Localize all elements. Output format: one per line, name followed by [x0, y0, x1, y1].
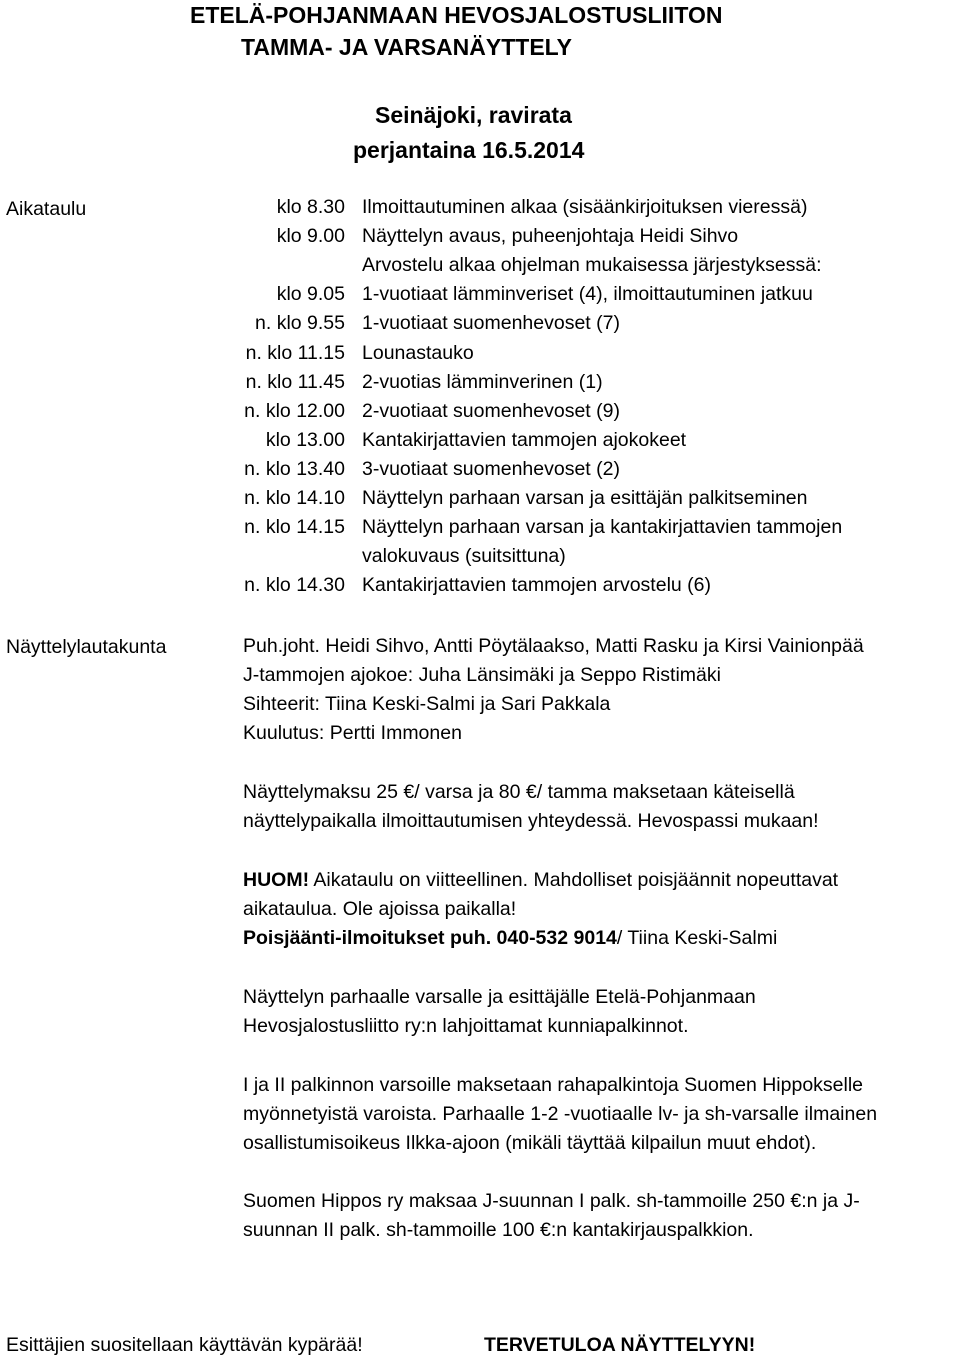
cancel-line	[243, 924, 777, 952]
helmet-recommendation: Esittäjien suositellaan käyttävän kypärää!	[6, 1334, 363, 1356]
notice-line-1	[243, 866, 838, 894]
fee-line-2: näyttelypaikalla ilmoittautumisen yhteydessä. Hevospassi mukaan!	[243, 810, 819, 832]
prize3-line-2: suunnan II palk. sh-tammoille 100 €:n kantakirjauspalkkion.	[243, 1219, 754, 1241]
schedule-time: n. klo 9.55	[255, 312, 345, 334]
prize1-line-2: Hevosjalostusliitto ry:n lahjoittamat kunniapalkinnot.	[243, 1015, 689, 1037]
prize3-line-1: Suomen Hippos ry maksaa J-suunnan I palk. sh-tammoille 250 €:n ja J-	[243, 1190, 860, 1212]
schedule-time: n. klo 11.15	[245, 342, 345, 364]
prize2-line-3: osallistumisoikeus Ilkka-ajoon (mikäli täyttää kilpailun muut ehdot).	[243, 1132, 817, 1154]
prize2-line-2: myönnetyistä varoista. Parhaalle 1-2 -vuotiaalle lv- ja sh-varsalle ilmainen	[243, 1103, 878, 1125]
schedule-description: 1-vuotiaat lämminveriset (4), ilmoittautuminen jatkuu	[362, 283, 813, 305]
schedule-description: Ilmoittautuminen alkaa (sisäänkirjoituksen vieressä)	[362, 196, 808, 218]
schedule-description: Näyttelyn parhaan varsan ja esittäjän palkitseminen	[362, 487, 808, 509]
schedule-time: klo 9.05	[276, 283, 345, 305]
committee-driving-test: J-tammojen ajokoe: Juha Länsimäki ja Seppo Ristimäki	[243, 664, 721, 686]
prize2-line-1: I ja II palkinnon varsoille maksetaan rahapalkintoja Suomen Hippokselle	[243, 1074, 864, 1096]
schedule-time: klo 13.00	[265, 429, 345, 451]
schedule-time: n. klo 11.45	[245, 371, 345, 393]
schedule-time: n. klo 14.15	[244, 516, 345, 538]
title-line-2: TAMMA- JA VARSANÄYTTELY	[241, 34, 572, 60]
event-date: perjantaina 16.5.2014	[353, 137, 585, 163]
schedule-time: n. klo 13.40	[244, 458, 345, 480]
committee-label: Näyttelylautakunta	[6, 636, 167, 658]
schedule-time: n. klo 12.00	[244, 400, 345, 422]
fee-line-1: Näyttelymaksu 25 €/ varsa ja 80 €/ tamma maksetaan käteisellä	[243, 781, 795, 803]
schedule-description: Lounastauko	[362, 342, 474, 364]
schedule-description: Näyttelyn parhaan varsan ja kantakirjattavien tammojen	[362, 516, 843, 538]
cancel-phone: Poisjäänti-ilmoitukset puh. 040-532 9014	[243, 927, 617, 949]
huom-label: HUOM!	[243, 869, 310, 891]
schedule-description: 2-vuotias lämminverinen (1)	[362, 371, 603, 393]
schedule-description: Arvostelu alkaa ohjelman mukaisessa järjestyksessä:	[362, 254, 822, 276]
schedule-description: Kantakirjattavien tammojen arvostelu (6)	[362, 574, 711, 596]
committee-chair: Puh.joht. Heidi Sihvo, Antti Pöytälaakso, Matti Rasku ja Kirsi Vainionpää	[243, 635, 864, 657]
schedule-description: 1-vuotiaat suomenhevoset (7)	[362, 312, 620, 334]
schedule-description: 3-vuotiaat suomenhevoset (2)	[362, 458, 620, 480]
prize1-line-1: Näyttelyn parhaalle varsalle ja esittäjälle Etelä-Pohjanmaan	[243, 986, 756, 1008]
schedule-time: n. klo 14.30	[244, 574, 345, 596]
committee-announcer: Kuulutus: Pertti Immonen	[243, 722, 462, 744]
schedule-description: Kantakirjattavien tammojen ajokokeet	[362, 429, 687, 451]
schedule-description: Näyttelyn avaus, puheenjohtaja Heidi Sihvo	[362, 225, 739, 247]
schedule-description: valokuvaus (suitsittuna)	[362, 545, 566, 567]
committee-secretaries: Sihteerit: Tiina Keski-Salmi ja Sari Pakkala	[243, 693, 611, 715]
welcome-text: TERVETULOA NÄYTTELYYN!	[484, 1334, 756, 1356]
title-line-1: ETELÄ-POHJANMAAN HEVOSJALOSTUSLIITON	[190, 2, 723, 28]
schedule-time: n. klo 14.10	[244, 487, 345, 509]
notice-text: Aikataulu on viitteellinen. Mahdolliset poisjäännit nopeuttavat	[309, 869, 839, 891]
schedule-time: klo 8.30	[276, 196, 345, 218]
notice-line-2: aikataulua. Ole ajoissa paikalla!	[243, 898, 517, 920]
schedule-label: Aikataulu	[6, 198, 87, 220]
cancel-contact: / Tiina Keski-Salmi	[616, 927, 778, 949]
schedule-description: 2-vuotiaat suomenhevoset (9)	[362, 400, 620, 422]
event-place: Seinäjoki, ravirata	[375, 102, 572, 128]
schedule-time: klo 9.00	[276, 225, 345, 247]
